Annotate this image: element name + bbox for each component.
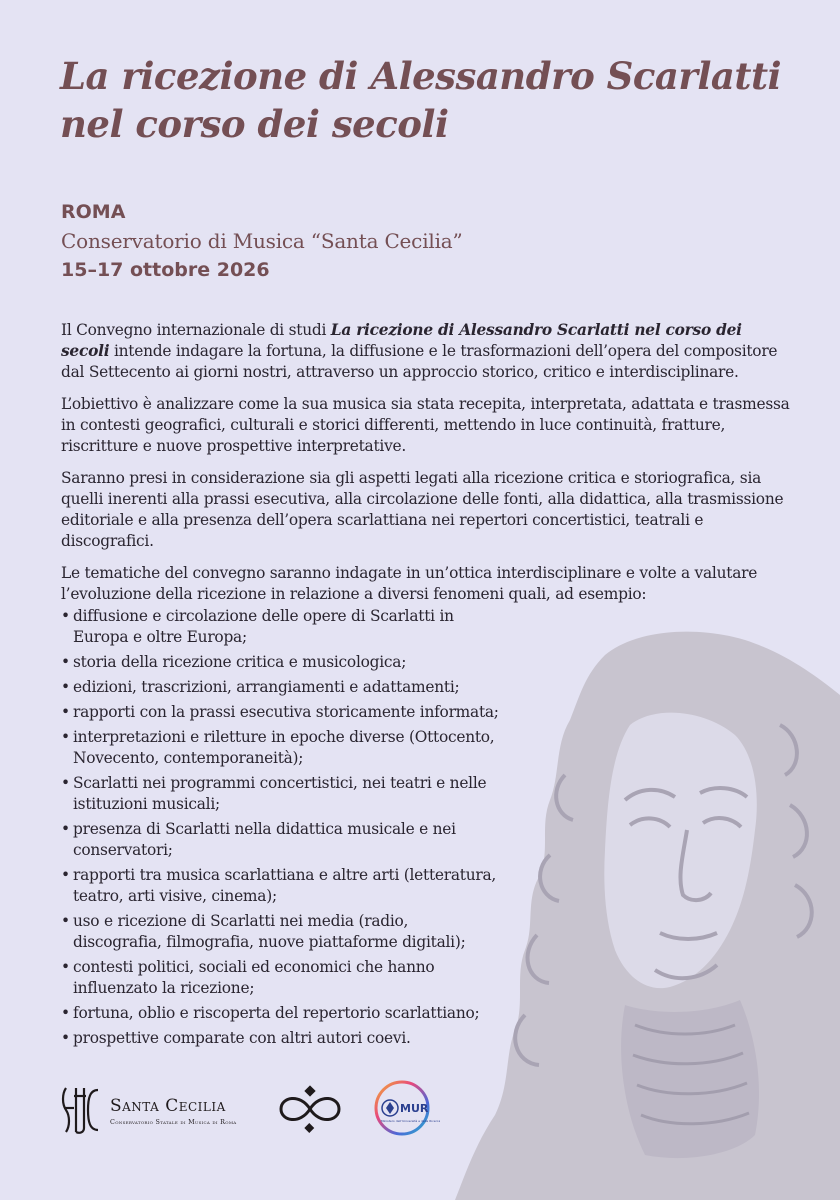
santa-cecilia-monogram-icon (60, 1084, 104, 1136)
santa-cecilia-subtitle: Conservatorio Statale di Musica di Roma (110, 1118, 237, 1126)
intro-paragraph (61, 320, 791, 383)
infinity-symbol-icon (275, 1083, 345, 1135)
list-item: • interpretazioni e riletture in epoche diverse (Ottocento, Novecento, contemporaneità); (61, 727, 501, 769)
title-line-1: La ricezione di Alessandro Scarlatti (60, 54, 782, 98)
scope-paragraph: Saranno presi in considerazione sia gli aspetti legati alla ricezione critica e storiografica, sia quelli inerenti alla prassi esecutiva, alla circolazione delle fonti, alla didattica, alla trasmissione editoriale e alla presenza dell’opera scarlattiana nei repertori concertistici, teatrali e discografici. (61, 469, 784, 550)
page-title (60, 52, 800, 148)
mur-label: MUR (400, 1102, 429, 1115)
topics-list (61, 606, 501, 1049)
list-item: • presenza di Scarlatti nella didattica musicale e nei conservatori; (61, 819, 501, 861)
event-dates: 15–17 ottobre 2026 (61, 259, 270, 281)
list-item: • contesti politici, sociali ed economici che hanno influenzato la ricezione; (61, 957, 501, 999)
list-item: • prospettive comparate con altri autori coevi. (61, 1028, 501, 1049)
objective-paragraph: L’obiettivo è analizzare come la sua musica sia stata recepita, interpretata, adattata e trasmessa in contesti geografici, culturali e storici differenti, mettendo in luce continuità, fratture, riscritture e nuove prospettive interpretative. (61, 395, 790, 455)
mur-ministry-logo (370, 1078, 440, 1138)
title-line-2: nel corso dei secoli (60, 102, 449, 146)
list-item: • rapporti tra musica scarlattiana e altre arti (letteratura, teatro, arti visive, cinema); (61, 865, 501, 907)
mur-subtitle: Ministero dell’Università e della Ricerca (381, 1119, 440, 1123)
santa-cecilia-wordmark: Santa Cecilia (110, 1096, 226, 1116)
list-item: • uso e ricezione di Scarlatti nei media (radio, discografia, filmografia, nuove piattaforme digitali); (61, 911, 501, 953)
list-item: • edizioni, trascrizioni, arrangiamenti e adattamenti; (61, 677, 501, 698)
list-item: • rapporti con la prassi esecutiva storicamente informata; (61, 702, 501, 723)
topics-intro-paragraph: Le tematiche del convegno saranno indagate in un’ottica interdisciplinare e volte a valutare l’evoluzione della ricezione in relazione a diversi fenomeni quali, ad esempio: (61, 564, 758, 603)
intro-rest: intende indagare la fortuna, la diffusione e le trasformazioni dell’opera del compositore dal Settecento ai giorni nostri, attraverso un approccio storico, critico e interdisciplinare. (61, 342, 778, 381)
list-item: • diffusione e circolazione delle opere di Scarlatti in Europa e oltre Europa; (61, 606, 501, 648)
call-for-papers-body (61, 320, 791, 1053)
event-venue: Conservatorio di Musica “Santa Cecilia” (61, 229, 463, 253)
list-item: • fortuna, oblio e riscoperta del repertorio scarlattiano; (61, 1003, 501, 1024)
event-city: ROMA (61, 201, 126, 223)
intro-prefix: Il Convegno internazionale di studi (61, 321, 331, 339)
list-item: • Scarlatti nei programmi concertistici, nei teatri e nelle istituzioni musicali; (61, 773, 501, 815)
conference-title-inline: La ricezione di Alessandro Scarlatti nel corso dei secoli (61, 321, 742, 360)
footer-logos (60, 1078, 460, 1138)
list-item: • storia della ricezione critica e musicologica; (61, 652, 501, 673)
